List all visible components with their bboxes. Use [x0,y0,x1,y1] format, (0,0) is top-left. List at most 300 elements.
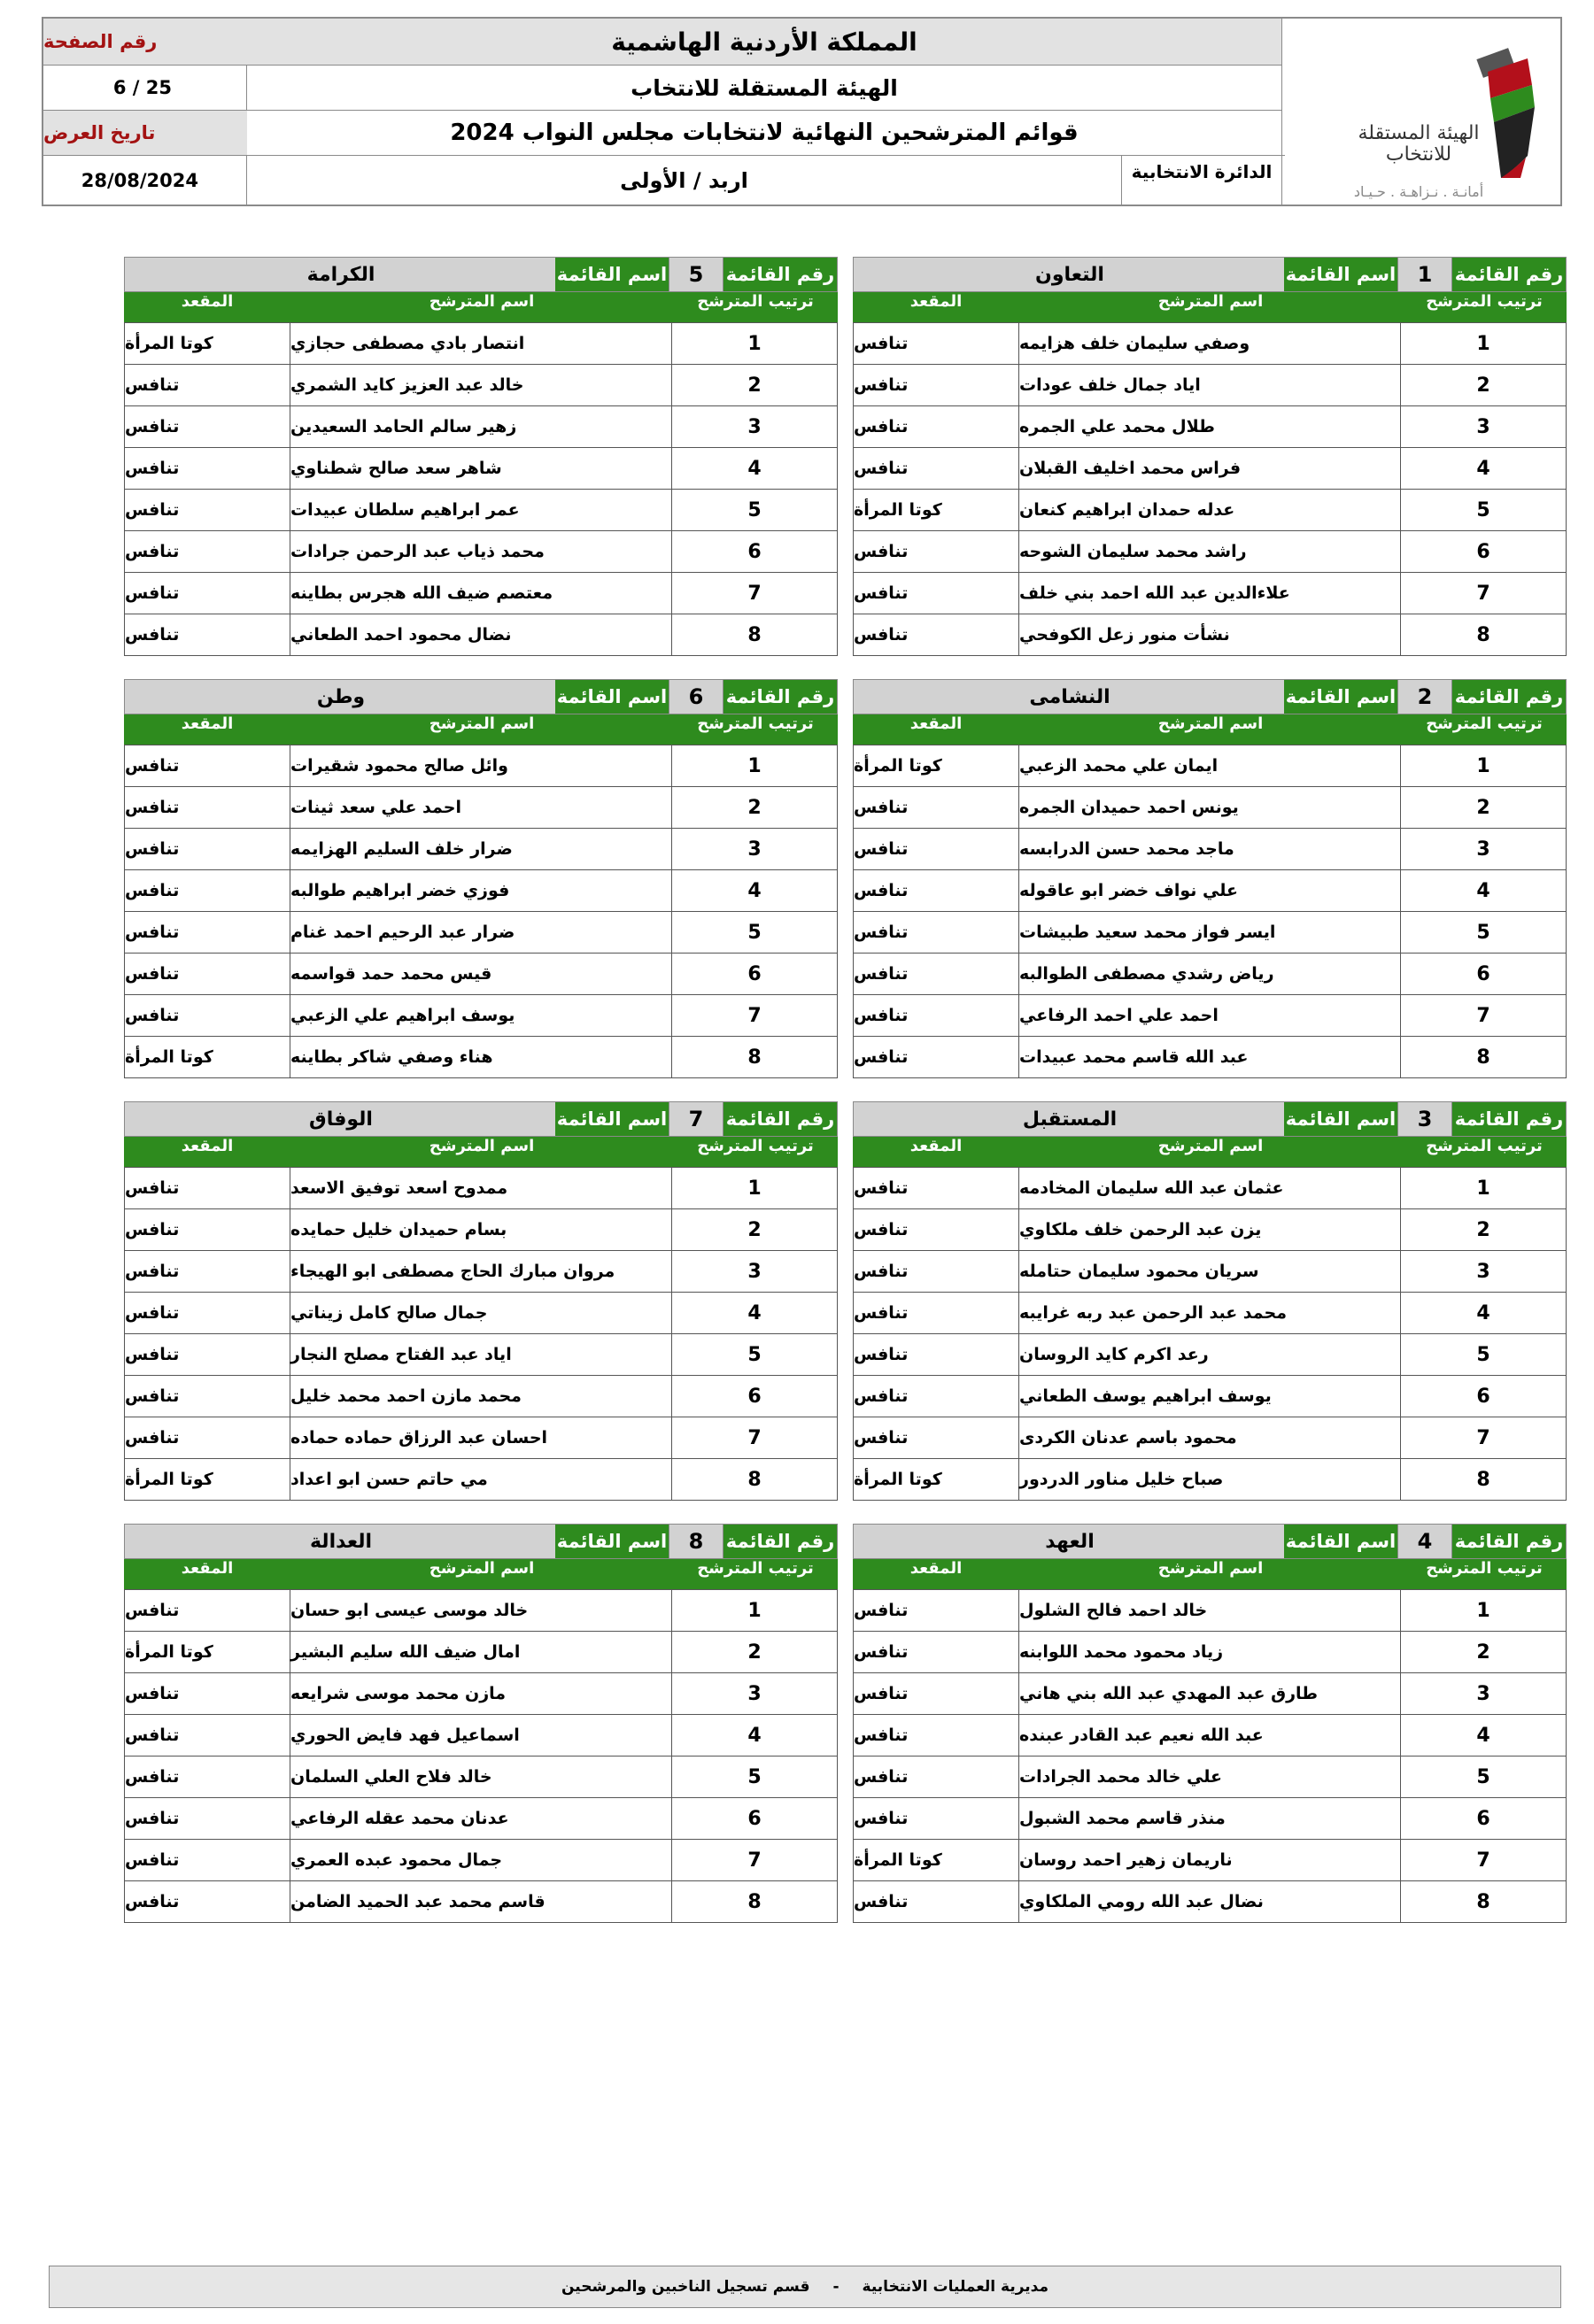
candidate-rank: 1 [747,1177,762,1200]
candidate-name: محمد عبد الرحمن عبد ربه غرايبه [1018,1293,1401,1333]
table-row [125,994,837,1036]
candidate-seat: تنافس [854,1726,909,1745]
candidate-name: عبد الله نعيم عبد القادر عبنده [1018,1715,1401,1756]
candidate-name: رياض رشدي مصطفى الطوالبه [1018,954,1401,994]
name-column-header: اسم المترشح [429,1137,535,1155]
list-number-label: رقم القائمة [723,1102,837,1136]
table-row [125,1292,837,1333]
candidate-name: نضال محمود احمد الطعاني [290,614,672,655]
footer-directorate: مديرية العمليات الانتخابية [862,2278,1049,2296]
document-header [42,17,1562,206]
page-footer [49,2266,1561,2308]
table-row [854,1714,1566,1756]
candidate-rank: 2 [1476,374,1490,397]
candidate-rank: 3 [1476,1260,1490,1283]
candidate-rank: 6 [747,1807,762,1830]
candidate-name: سريان محمود سليمان حتامله [1018,1251,1401,1292]
candidate-name: فراس محمد اخليف القبلان [1018,448,1401,489]
candidate-seat: تنافس [854,1892,909,1911]
candidate-rank: 8 [1476,623,1490,646]
candidate-name: خالد موسى عيسى ابو حسان [290,1590,672,1631]
list-number: 7 [669,1102,723,1136]
candidate-list-8 [124,1524,838,1922]
list-number: 2 [1397,680,1452,714]
candidate-seat: تنافس [125,1726,180,1745]
table-row [125,953,837,994]
candidate-name: منذر قاسم محمد الشبول [1018,1798,1401,1839]
candidate-rank: 1 [1476,754,1490,777]
candidate-seat: تنافس [854,1767,909,1787]
candidate-seat: تنافس [125,583,180,603]
rank-column-header: ترتيب المترشح [1426,714,1543,733]
candidate-rank: 4 [1476,1301,1490,1324]
candidate-seat: تنافس [125,839,180,859]
list-number: 1 [1397,258,1452,291]
table-row [854,953,1566,994]
candidate-seat: كوتا المرأة [125,1642,213,1662]
list-name: النشامى [1029,685,1110,708]
candidate-seat: تنافس [854,1262,909,1281]
candidate-seat: كوتا المرأة [125,1047,213,1067]
candidate-list-5 [124,257,838,655]
candidate-rank: 6 [1476,540,1490,563]
seat-column-header: المقعد [181,292,234,311]
candidate-list-4 [853,1524,1567,1922]
candidate-seat: كوتا المرأة [854,1470,942,1489]
candidate-name: عبد الله قاسم محمد عبيدات [1018,1037,1401,1077]
candidate-seat: تنافس [125,1684,180,1703]
table-row [125,489,837,530]
list-name-label: اسم القائمة [1284,680,1397,714]
candidate-seat: تنافس [854,839,909,859]
candidate-name: احسان عبد الرزاق حماده حماده [290,1417,672,1458]
candidate-seat: تنافس [125,964,180,984]
column-headers [853,1137,1567,1167]
candidate-rank: 6 [1476,1807,1490,1830]
candidate-name: صباح خليل مناور الدردور [1018,1459,1401,1500]
candidate-rank: 7 [1476,1426,1490,1449]
district-value: اربد / الأولى [620,167,748,193]
candidate-rank: 4 [1476,879,1490,902]
list-number-label: رقم القائمة [1452,258,1566,291]
candidate-seat: تنافس [854,1642,909,1662]
candidate-seat: تنافس [125,625,180,645]
candidate-rank: 3 [747,1682,762,1705]
candidate-seat: تنافس [125,459,180,478]
table-row [854,869,1566,911]
candidate-name: راشد محمد سليمان الشوحه [1018,531,1401,572]
candidate-rank: 2 [747,1218,762,1241]
table-row [854,1375,1566,1417]
candidate-rank: 4 [1476,1724,1490,1747]
commission-title: الهيئة المستقلة للانتخاب [631,74,898,101]
candidate-name: محمد مازن احمد محمد خليل [290,1376,672,1417]
candidate-rank: 7 [747,1849,762,1872]
candidate-name: عدله حمدان ابراهيم كنعان [1018,490,1401,530]
display-date-label: تاريخ العرض [43,111,247,155]
candidate-name: علي خالد محمد الجرادات [1018,1757,1401,1797]
table-row [125,572,837,614]
rank-column-header: ترتيب المترشح [1426,292,1543,311]
table-row [125,1458,837,1500]
candidate-seat: تنافس [125,756,180,776]
candidate-name: انتصار بادي مصطفى حجازي [290,323,672,364]
table-row [854,1208,1566,1250]
candidate-name: ضرار خلف السليم الهزايمه [290,829,672,869]
table-row [854,786,1566,828]
table-row [125,1333,837,1375]
candidate-rows [124,1589,838,1923]
district-label: الدائرة الانتخابية [1131,161,1273,182]
page-number-label: رقم الصفحة [43,19,247,65]
candidate-name: رعد اكرم كايد الروسان [1018,1334,1401,1375]
candidate-rank: 5 [747,1765,762,1788]
list-name: الوفاق [309,1108,373,1131]
candidate-name: معتصم ضيف الله هجرس بطاينه [290,573,672,614]
table-row [125,1756,837,1797]
candidate-list-6 [124,679,838,1077]
candidate-rank: 8 [747,1890,762,1913]
list-number: 4 [1397,1525,1452,1558]
table-row [854,614,1566,655]
candidate-list-7 [124,1101,838,1500]
candidate-rank: 7 [1476,1004,1490,1027]
candidate-rank: 5 [1476,498,1490,521]
column-headers [853,1559,1567,1589]
list-number: 5 [669,258,723,291]
candidate-seat: تنافس [854,375,909,395]
table-row [854,1417,1566,1458]
candidate-name: ضرار عبد الرحيم احمد غنام [290,912,672,953]
candidate-name: ماجد محمد حسن الدرابسه [1018,829,1401,869]
table-row [125,1714,837,1756]
list-number: 3 [1397,1102,1452,1136]
table-row [125,869,837,911]
candidate-rank: 2 [1476,1218,1490,1241]
candidate-rank: 5 [1476,1765,1490,1788]
candidate-rank: 1 [1476,1599,1490,1622]
table-row [854,828,1566,869]
candidate-rank: 7 [747,1004,762,1027]
candidate-seat: تنافس [854,881,909,900]
table-row [125,828,837,869]
list-number-label: رقم القائمة [1452,1102,1566,1136]
candidate-name: احمد علي احمد الرفاعي [1018,995,1401,1036]
candidate-name: طارق عبد المهدي عبد الله بني هاني [1018,1673,1401,1714]
candidate-name: احمد علي سعد ثينات [290,787,672,828]
candidate-rank: 4 [747,1724,762,1747]
name-column-header: اسم المترشح [429,714,535,733]
candidate-rank: 1 [1476,1177,1490,1200]
candidate-rank: 5 [747,921,762,944]
candidate-rank: 5 [747,498,762,521]
candidate-name: مي حاتم حسن ابو اعداد [290,1459,672,1500]
candidate-list-1 [853,257,1567,655]
candidate-rank: 4 [747,457,762,480]
candidate-rank: 8 [747,1468,762,1491]
candidate-seat: تنافس [854,1178,909,1198]
table-row [854,364,1566,405]
candidate-rank: 1 [747,754,762,777]
candidate-rank: 2 [1476,796,1490,819]
name-column-header: اسم المترشح [429,292,535,311]
table-row [125,530,837,572]
candidate-seat: تنافس [125,923,180,942]
logo-area [1282,19,1560,205]
candidate-seat: تنافس [125,1006,180,1025]
candidate-name: شاهر سعد صالح شطناوي [290,448,672,489]
candidate-seat: تنافس [854,923,909,942]
candidate-name: اياد عبد الفتاح مصلح النجار [290,1334,672,1375]
candidate-seat: تنافس [125,1220,180,1239]
candidate-seat: تنافس [854,1303,909,1323]
logo-motto: أمانـة . نـزاهـة . حـيـاد [1353,183,1484,200]
name-column-header: اسم المترشح [1157,1137,1264,1155]
candidate-rank: 8 [1476,1046,1490,1069]
table-row [854,489,1566,530]
candidate-rank: 1 [747,332,762,355]
candidate-seat: كوتا المرأة [854,1850,942,1870]
candidate-name: زياد محمود محمد اللوابنه [1018,1632,1401,1672]
column-headers [124,292,838,322]
candidate-rank: 8 [1476,1468,1490,1491]
candidate-seat: تنافس [125,798,180,817]
table-row [854,1167,1566,1208]
seat-column-header: المقعد [909,292,963,311]
list-number-label: رقم القائمة [1452,680,1566,714]
candidate-seat: تنافس [854,625,909,645]
column-headers [124,1137,838,1167]
candidate-seat: تنافس [125,1601,180,1620]
candidate-name: اسماعيل فهد فايض الحوري [290,1715,672,1756]
candidate-name: يوسف ابراهيم علي الزعبي [290,995,672,1036]
candidate-name: ناريمان زهير احمد روسان [1018,1840,1401,1880]
candidate-rank: 6 [1476,1385,1490,1408]
candidate-name: بسام حميدان خليل حمايده [290,1209,672,1250]
table-row [125,405,837,447]
rank-column-header: ترتيب المترشح [697,292,814,311]
candidate-rows [124,745,838,1078]
table-row [125,322,837,364]
list-name-label: اسم القائمة [555,1102,669,1136]
candidate-rank: 6 [747,1385,762,1408]
list-header [853,1101,1567,1137]
candidate-rank: 1 [1476,332,1490,355]
candidate-rank: 3 [1476,415,1490,438]
candidate-rank: 8 [1476,1890,1490,1913]
candidate-name: قاسم محمد عبد الحميد الضامن [290,1881,672,1922]
candidate-rank: 8 [747,623,762,646]
candidate-rank: 5 [747,1343,762,1366]
table-row [854,322,1566,364]
table-row [854,1333,1566,1375]
list-header [124,679,838,714]
candidate-name: هناء وصفي شاكر بطاينه [290,1037,672,1077]
page-number-value: 6 / 25 [112,77,172,98]
candidate-name: امال ضيف الله سليم البشير [290,1632,672,1672]
list-header [124,1101,838,1137]
table-row [125,745,837,786]
candidate-seat: تنافس [125,1428,180,1448]
table-row [125,1375,837,1417]
list-header [853,1524,1567,1559]
table-row [854,1672,1566,1714]
table-row [125,911,837,953]
table-row [125,1589,837,1631]
name-column-header: اسم المترشح [1157,1559,1264,1578]
candidate-seat: تنافس [854,583,909,603]
table-row [125,1167,837,1208]
candidate-name: قيس محمد حمد قواسمه [290,954,672,994]
kingdom-title: المملكة الأردنية الهاشمية [247,19,1281,65]
candidate-seat: كوتا المرأة [125,334,213,353]
rank-column-header: ترتيب المترشح [1426,1137,1543,1155]
candidate-rank: 2 [747,796,762,819]
table-row [854,1292,1566,1333]
candidate-rows [124,322,838,656]
rank-column-header: ترتيب المترشح [697,714,814,733]
candidate-name: وائل صالح محمود شقيرات [290,745,672,786]
seat-column-header: المقعد [909,1137,963,1155]
candidate-name: علاءالدين عبد الله احمد بني خلف [1018,573,1401,614]
candidate-rank: 3 [747,1260,762,1283]
candidate-name: عثمان عبد الله سليمان المخادمه [1018,1168,1401,1208]
candidate-seat: تنافس [854,1684,909,1703]
candidate-name: اياد جمال خلف عودات [1018,365,1401,405]
list-number-label: رقم القائمة [723,1525,837,1558]
list-name-label: اسم القائمة [1284,258,1397,291]
column-headers [124,1559,838,1589]
candidate-rank: 4 [1476,457,1490,480]
candidate-seat: تنافس [854,1220,909,1239]
candidate-name: يونس احمد حميدان الجمره [1018,787,1401,828]
candidate-seat: تنافس [125,1767,180,1787]
candidate-name: فوزي خضر ابراهيم طوالبه [290,870,672,911]
candidate-seat: تنافس [125,417,180,436]
table-row [125,1880,837,1922]
list-name-label: اسم القائمة [555,680,669,714]
candidate-seat: تنافس [854,964,909,984]
candidate-name: طلال محمد علي الجمره [1018,406,1401,447]
list-name: التعاون [1035,263,1104,286]
rank-column-header: ترتيب المترشح [697,1137,814,1155]
table-row [125,1250,837,1292]
seat-column-header: المقعد [909,1559,963,1578]
table-row [854,447,1566,489]
seat-column-header: المقعد [909,714,963,733]
list-name: المستقبل [1022,1108,1118,1131]
candidate-name: مروان مبارك الحاج مصطفى ابو الهيجاء [290,1251,672,1292]
candidate-seat: تنافس [125,1850,180,1870]
candidate-list-3 [853,1101,1567,1500]
candidate-rows [124,1167,838,1501]
list-name: الكرامة [306,263,375,286]
list-name-label: اسم القائمة [1284,1102,1397,1136]
candidate-rank: 7 [747,582,762,605]
logo-text: الهيئة المستقلة للانتخاب [1358,122,1480,166]
candidate-seat: كوتا المرأة [125,1470,213,1489]
list-name-label: اسم القائمة [555,258,669,291]
candidate-seat: تنافس [854,334,909,353]
candidate-seat: تنافس [125,1178,180,1198]
candidate-seat: كوتا المرأة [854,500,942,520]
candidate-name: جمال محمود عبده العمري [290,1840,672,1880]
list-number-label: رقم القائمة [1452,1525,1566,1558]
candidate-name: ممدوح اسعد توفيق الاسعد [290,1168,672,1208]
list-header [853,257,1567,292]
candidate-name: وصفي سليمان خلف هزايمه [1018,323,1401,364]
candidate-seat: تنافس [854,459,909,478]
list-name: العدالة [309,1530,373,1553]
seat-column-header: المقعد [181,714,234,733]
candidate-seat: تنافس [125,500,180,520]
candidate-name: ايمان علي محمد الزعبي [1018,745,1401,786]
column-headers [853,714,1567,745]
candidate-rank: 6 [1476,962,1490,985]
column-headers [124,714,838,745]
table-row [854,1880,1566,1922]
candidate-rank: 3 [1476,1682,1490,1705]
candidate-name: محمود باسم عدنان الكردى [1018,1417,1401,1458]
candidate-rank: 4 [747,879,762,902]
table-row [854,1839,1566,1880]
list-number: 6 [669,680,723,714]
candidate-rank: 5 [1476,921,1490,944]
candidate-seat: تنافس [854,1345,909,1364]
candidate-seat: تنافس [125,1892,180,1911]
list-name-label: اسم القائمة [1284,1525,1397,1558]
seat-column-header: المقعد [181,1137,234,1155]
candidate-seat: تنافس [125,1809,180,1828]
candidate-name: زهير سالم الحامد السعيدين [290,406,672,447]
candidate-name: يوسف ابراهيم يوسف الطعاني [1018,1376,1401,1417]
candidate-rank: 3 [747,838,762,861]
column-headers [853,292,1567,322]
candidate-rank: 7 [1476,1849,1490,1872]
candidate-name: عمر ابراهيم سلطان عبيدات [290,490,672,530]
candidate-rank: 3 [1476,838,1490,861]
list-header [124,257,838,292]
table-row [125,786,837,828]
rank-column-header: ترتيب المترشح [697,1559,814,1578]
candidate-seat: تنافس [854,542,909,561]
table-row [854,1250,1566,1292]
name-column-header: اسم المترشح [429,1559,535,1578]
candidate-name: مازن محمد موسى شرايعه [290,1673,672,1714]
candidate-rank: 6 [747,962,762,985]
candidate-seat: تنافس [125,1303,180,1323]
table-row [854,1631,1566,1672]
candidate-name: نشأت منور زعل الكوفحي [1018,614,1401,655]
candidate-rank: 2 [1476,1641,1490,1664]
name-column-header: اسم المترشح [1157,292,1264,311]
candidate-name: نضال عبد الله رومي الملكاوي [1018,1881,1401,1922]
table-row [125,364,837,405]
table-row [125,614,837,655]
candidate-rows [853,1589,1567,1923]
candidate-name: يزن عبد الرحمن خلف ملكاوي [1018,1209,1401,1250]
candidate-seat: تنافس [125,1386,180,1406]
candidate-name: محمد ذياب عبد الرحمن جرادات [290,531,672,572]
candidate-name: خالد فلاح العلي السلمان [290,1757,672,1797]
table-row [854,1036,1566,1077]
candidate-seat: تنافس [854,1428,909,1448]
candidate-seat: تنافس [854,798,909,817]
list-header [853,679,1567,714]
footer-separator: - [832,2278,840,2296]
candidate-name: علي نواف خضر ابو عاقوله [1018,870,1401,911]
candidate-seat: تنافس [854,1601,909,1620]
